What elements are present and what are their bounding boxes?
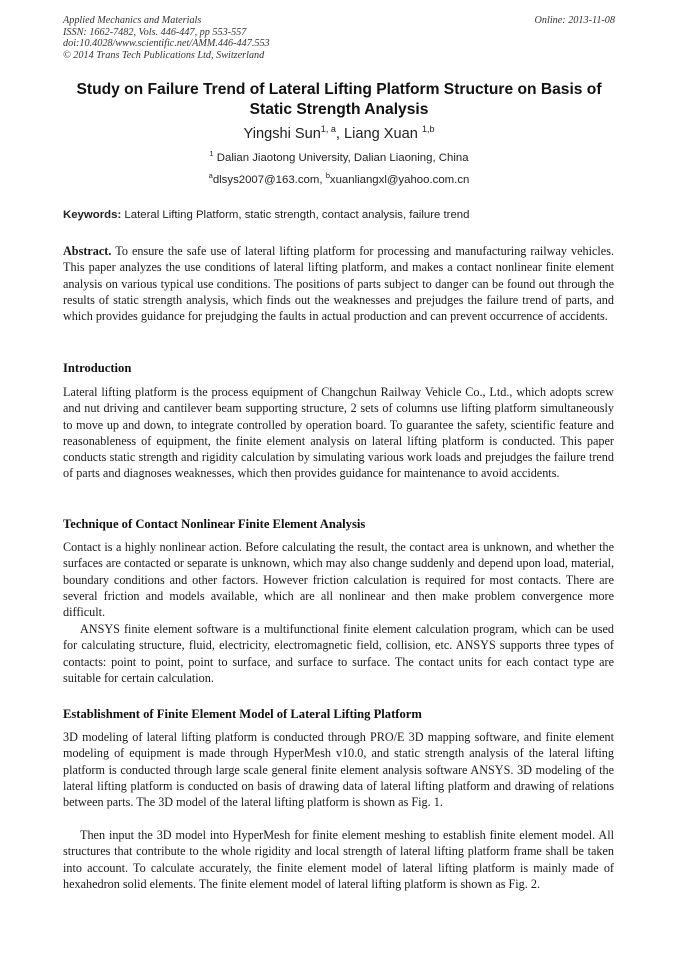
establishment-paragraph-2-text: Then input the 3D model into HyperMesh for finite element meshing to establish finite element model. All structures that contribute to the whole rigidity and local strength of lateral lifting platform frame shall be taken into account. To calculate accurately, the finite element model of lateral lifting platform is mainly made of hexahedron solid elements. The finite element model of lateral lifting platform is shown as Fig. 2. (63, 828, 614, 891)
paper-title: Study on Failure Trend of Lateral Lifting Platform Structure on Basis of Static Strength Analysis (76, 81, 602, 118)
author-line (63, 124, 615, 144)
technique-paragraph-1: Contact is a highly nonlinear action. Before calculating the result, the contact area is unknown, and whether the surfaces are contacted or separate is unknown, which may also change suddenly and depend upon load, material, boundary conditions and other factors. However friction calculation is required for most contacts. There are several friction and models available, which are all nonlinear and then make problem convergence more difficult. (63, 540, 614, 620)
establishment-paragraph-2 (63, 827, 614, 892)
affiliation-sup: 1 (209, 149, 214, 158)
issn-line: ISSN: 1662-7482, Vols. 446-447, pp 553-557 (63, 26, 247, 38)
author-name: Liang Xuan (344, 126, 418, 142)
author-sup: 1,b (421, 124, 435, 134)
keywords-text: Lateral Lifting Platform, static strength, contact analysis, failure trend (124, 209, 470, 221)
section-heading-establishment: Establishment of Finite Element Model of Lateral Lifting Platform (63, 707, 422, 721)
email-line (63, 172, 615, 188)
affiliation (63, 150, 615, 166)
doi-line: doi:10.4028/www.scientific.net/AMM.446-447.553 (63, 38, 270, 50)
technique-paragraph-2-text: ANSYS finite element software is a multifunctional finite element calculation program, which can be used for calculating structure, fluid, electricity, electromagnetic field, collision, etc. ANSYS supports three types of contacts: point to point, point to surface, and surface to surface. The contact units for each contact type are suitable for certain calculation. (63, 622, 614, 685)
section-heading-technique: Technique of Contact Nonlinear Finite Element Analysis (63, 517, 366, 531)
author-sup: 1, a (320, 124, 336, 134)
abstract (63, 243, 614, 324)
establishment-paragraph-1: 3D modeling of lateral lifting platform is conducted through PRO/E 3D mapping software, and finite element modeling of equipment is made through HyperMesh v10.0, and static strength analysis of the lateral lifting platform is conducted through large scale general finite element analysis software ANSYS. 3D modeling of the lateral lifting platform is conducted on basis of drawing data of lateral lifting platform and drawing of relations between parts. The 3D model of the lateral lifting platform is shown as Fig. 1. (63, 730, 614, 810)
journal-name: Applied Mechanics and Materials (63, 15, 202, 26)
introduction-paragraph: Lateral lifting platform is the process equipment of Changchun Railway Vehicle Co., Ltd., which adopts screw and nut driving and cantilever beam supporting structure, 2 sets of columns use lifting platform simultaneously to move up and down, to integrate controlled by operation board. To guarantee the safety, scientific feature and reasonableness of equipment, the finite element analysis on lateral lifting platform is conducted. This paper conducts static strength and rigidity calculation by simulating various work loads and prejudges the failure trend of parts and diagnoses weaknesses, which then provides guidance for maintenance to avoid accidents. (63, 385, 614, 481)
technique-paragraph-2 (63, 621, 614, 686)
email-separator: , (319, 174, 326, 186)
email-address: dlsys2007@163.com (212, 174, 320, 186)
section-heading-introduction: Introduction (63, 361, 132, 375)
online-date: Online: 2013-11-08 (534, 15, 615, 26)
keywords (63, 207, 615, 223)
journal-header (63, 15, 270, 61)
author-name: Yingshi Sun (243, 126, 321, 142)
keywords-label: Keywords: (63, 209, 122, 221)
author-separator: , (335, 126, 345, 142)
copyright-line: © 2014 Trans Tech Publications Ltd, Switzerland (63, 49, 265, 61)
email-address: xuanliangxl@yahoo.com.cn (329, 174, 470, 186)
abstract-text: To ensure the safe use of lateral lifting platform for processing and manufacturing railway vehicles. This paper analyzes the use conditions of lateral lifting platform, and makes a contact nonlinear finite element analysis on various typical use conditions. The positions of parts subject to danger can be found out through the results of static strength analysis, which finds out the weaknesses and prejudges the failure trend of parts, and which provides guidance for prejudging the faults in actual production and can prevent occurrence of accidents. (63, 244, 614, 324)
affiliation-text: Dalian Jiaotong University, Dalian Liaoning, China (216, 152, 469, 164)
abstract-label: Abstract. (63, 244, 112, 258)
email-sup: a (208, 171, 213, 180)
email-sup: b (325, 171, 330, 180)
